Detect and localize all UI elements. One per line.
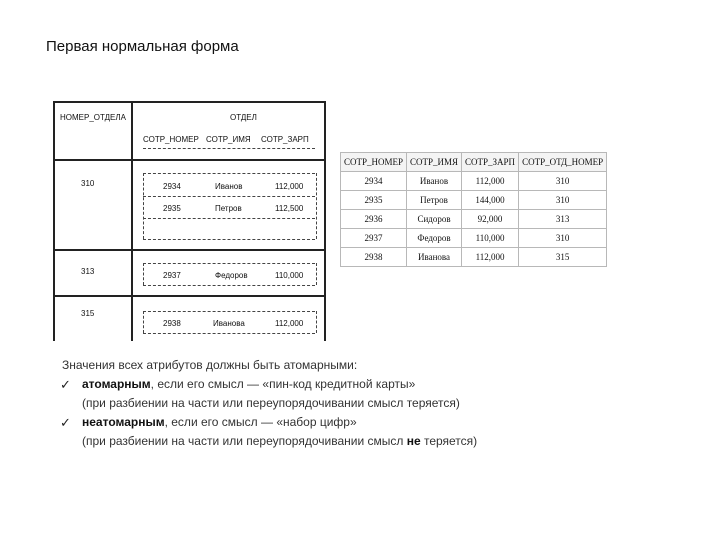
column-header-dept: ОТДЕЛ <box>230 113 257 122</box>
table-cell: 112,000 <box>462 248 519 267</box>
table-cell: 2934 <box>341 172 407 191</box>
employee-name: Иванов <box>215 182 243 191</box>
employee-name: Федоров <box>215 271 248 280</box>
note-sub-nonatomic <box>62 432 477 451</box>
employee-name: Петров <box>215 204 242 213</box>
column-header: СОТР_НОМЕР <box>341 153 407 172</box>
table-cell: 310 <box>519 172 607 191</box>
note-item-nonatomic <box>62 413 477 432</box>
employee-number: 2935 <box>163 204 181 213</box>
table-cell: 92,000 <box>462 210 519 229</box>
table-cell: Иванова <box>407 248 462 267</box>
check-icon: ✓ <box>60 415 71 430</box>
table-cell: 110,000 <box>462 229 519 248</box>
column-header: СОТР_ОТД_НОМЕР <box>519 153 607 172</box>
set-divider <box>143 333 315 334</box>
table-cell: 310 <box>519 191 607 210</box>
note-text: , если его смысл — «пин-код кредитной карты» <box>150 377 416 391</box>
employee-name: Иванова <box>213 319 245 328</box>
employee-salary: 110,000 <box>275 271 304 280</box>
dept-number-cell: 315 <box>81 309 95 318</box>
table-cell: 144,000 <box>462 191 519 210</box>
table-cell: 2936 <box>341 210 407 229</box>
employee-number: 2938 <box>163 319 181 328</box>
emphasis-not: не <box>406 434 421 448</box>
employee-salary: 112,500 <box>275 204 304 213</box>
note-text: теряется) <box>420 434 478 448</box>
table-row <box>341 191 607 210</box>
set-divider <box>143 173 315 174</box>
note-sub-atomic: (при разбиении на части или переупорядочивании смысл теряется) <box>82 396 460 410</box>
employee-salary: 112,000 <box>275 319 304 328</box>
set-divider <box>143 196 315 197</box>
normalized-employee-table <box>340 152 607 267</box>
notes-intro: Значения всех атрибутов должны быть атомарными: <box>62 358 358 372</box>
sub-header-divider <box>143 148 315 149</box>
atomicity-notes <box>62 356 477 451</box>
header-divider <box>55 159 324 161</box>
table-cell: Сидоров <box>407 210 462 229</box>
dept-number-cell: 313 <box>81 267 95 276</box>
column-header: СОТР_ИМЯ <box>407 153 462 172</box>
set-divider <box>143 311 315 312</box>
column-header-dept-number: НОМЕР_ОТДЕЛА <box>60 113 126 122</box>
table-cell: 315 <box>519 248 607 267</box>
set-divider <box>143 263 315 264</box>
set-divider <box>143 285 315 286</box>
table-cell: 112,000 <box>462 172 519 191</box>
term-atomic: атомарным <box>82 377 151 391</box>
table-row <box>341 248 607 267</box>
set-divider <box>143 239 315 240</box>
table-row <box>341 229 607 248</box>
table-cell: 2935 <box>341 191 407 210</box>
check-icon: ✓ <box>60 377 71 392</box>
row-divider <box>55 249 324 251</box>
table-cell: Федоров <box>407 229 462 248</box>
column-divider <box>131 103 133 341</box>
table-cell: Иванов <box>407 172 462 191</box>
note-text: (при разбиении на части или переупорядочивании смысл <box>82 434 407 448</box>
column-header: СОТР_ЗАРП <box>462 153 519 172</box>
page-title: Первая нормальная форма <box>46 38 239 55</box>
set-divider <box>143 218 315 219</box>
table-cell: 313 <box>519 210 607 229</box>
table-cell: 2937 <box>341 229 407 248</box>
employee-salary: 112,000 <box>275 182 304 191</box>
table-row <box>341 172 607 191</box>
note-text: , если его смысл — «набор цифр» <box>164 415 357 429</box>
term-nonatomic: неатомарным <box>82 415 165 429</box>
table-cell: Петров <box>407 191 462 210</box>
sub-header-emp-salary: СОТР_ЗАРП <box>261 135 309 144</box>
table-cell: 310 <box>519 229 607 248</box>
table-row <box>341 210 607 229</box>
row-divider <box>55 295 324 297</box>
note-item-atomic <box>62 375 477 394</box>
sub-header-emp-name: СОТР_ИМЯ <box>206 135 251 144</box>
dept-number-cell: 310 <box>81 179 95 188</box>
nested-department-table <box>53 101 326 341</box>
sub-header-emp-number: СОТР_НОМЕР <box>143 135 199 144</box>
employee-number: 2937 <box>163 271 181 280</box>
table-cell: 2938 <box>341 248 407 267</box>
employee-number: 2934 <box>163 182 181 191</box>
